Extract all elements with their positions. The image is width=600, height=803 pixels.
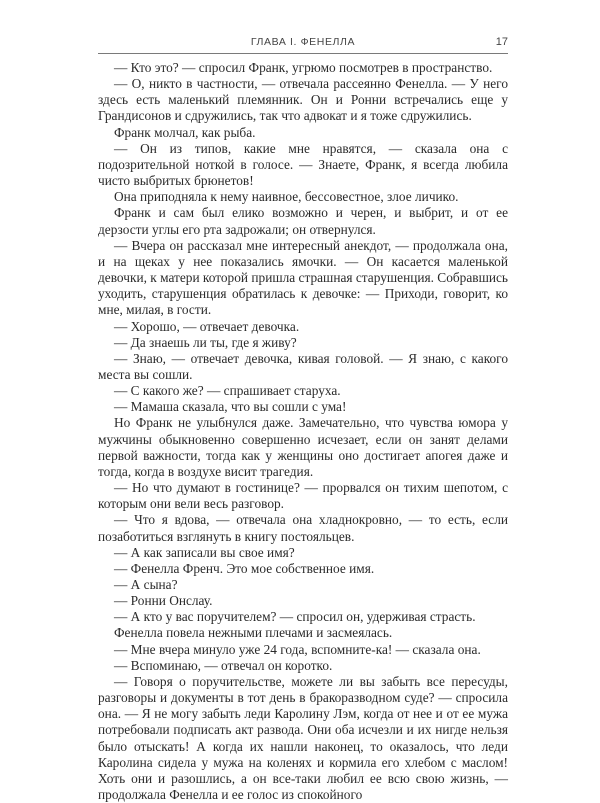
header-rule [98, 53, 508, 54]
paragraph: — О, никто в частности, — отвечала рассеянно Фенелла. — У него здесь есть маленький племянник. Он и Ронни встречались еще у Грандисонов и сдружились, так что адвокат и я тоже сдружились. [98, 76, 508, 124]
paragraph: — Мне вчера минуло уже 24 года, вспомните-ка! — сказала она. [114, 641, 481, 657]
paragraph: Она приподняла к нему наивное, бессовестное, злое личико. [114, 189, 459, 205]
paragraph: — Кто это? — спросил Франк, угрюмо посмотрев в пространство. [114, 60, 493, 75]
paragraph: — Вспоминаю, — отвечал он коротко. [114, 657, 333, 673]
paragraph: Франк молчал, как рыба. [114, 124, 256, 140]
paragraph: — Вчера он рассказал мне интересный анекдот, — продолжала она, и на щеках у нее показались ямочки. — Он касается маленькой девочки, к матери которой пришла страшная старушенция. Собравшись уходить, старушенция обратилась к девочке: — Приходи, говорит, ко мне, милая, в гости. [98, 237, 508, 318]
paragraph: — Ронни Онслау. [114, 593, 213, 609]
paragraph: — Что я вдова, — отвечала она хладнокровно, — то есть, если позаботиться взглянуть в книгу постояльцев. [98, 512, 508, 544]
paragraph: Но Франк не улыбнулся даже. Замечательно, что чувства юмора у мужчины обыкновенно совершенно исчезает, если он занят делами первой важности, тогда как у женщины оно достигает апогея даже и тогда, когда в воздухе висит трагедия. [98, 415, 508, 479]
chapter-title: ГЛАВА I. ФЕНЕЛЛА [250, 36, 356, 48]
paragraph: — А кто у вас поручителем? — спросил он, удерживая страсть. [114, 609, 476, 625]
paragraph: — С какого же? — спрашивает старуха. [114, 383, 341, 399]
paragraph: — Говоря о поручительстве, можете ли вы забыть все пересуды, разговоры и документы в тот день в бракоразводном суде? — спросила она. — Я не могу забыть леди Каролину Лэм, когда от нее и от ее мужа потребовали подписать акт развода. Они оба исчезли и их нигде нельзя было отыскать! А когда их нашли наконец, то оказалось, что леди Каролина сидела у мужа на коленях и кормила его хлебом с маслом! Хоть они и разошлись, а он все-таки любил ее всю свою жизнь, — продолжала Фенелла и ее голос из спокойного [98, 673, 508, 803]
paragraph: Фенелла повела нежными плечами и засмеялась. [114, 625, 393, 641]
page-number: 17 [495, 36, 508, 48]
paragraph: — Фенелла Френч. Это мое собственное имя. [114, 560, 375, 576]
paragraph: — Да знаешь ли ты, где я живу? [114, 334, 297, 350]
paragraph: Франк и сам был елико возможно и черен, и выбрит, и от ее дерзости углы его рта задрожали; он отвернулся. [98, 205, 508, 237]
paragraph: — Но что думают в гостинице? — прорвался он тихим шепотом, с которым они вели весь разговор. [98, 480, 508, 512]
paragraph: — А как записали вы свое имя? [114, 544, 295, 560]
paragraph: — А сына? [114, 577, 178, 592]
running-header [98, 36, 508, 52]
text-body [98, 60, 508, 803]
paragraph: — Мамаша сказала, что вы сошли с ума! [114, 399, 347, 415]
paragraph: — Он из типов, какие мне нравятся, — сказала она с подозрительной ноткой в голосе. — Знаете, Франк, я всегда любила чисто выбритых брюнетов! [98, 140, 508, 189]
paragraph: — Хорошо, — отвечает девочка. [114, 318, 300, 334]
paragraph: — Знаю, — отвечает девочка, кивая головой. — Я знаю, с какого места вы сошли. [98, 350, 508, 382]
